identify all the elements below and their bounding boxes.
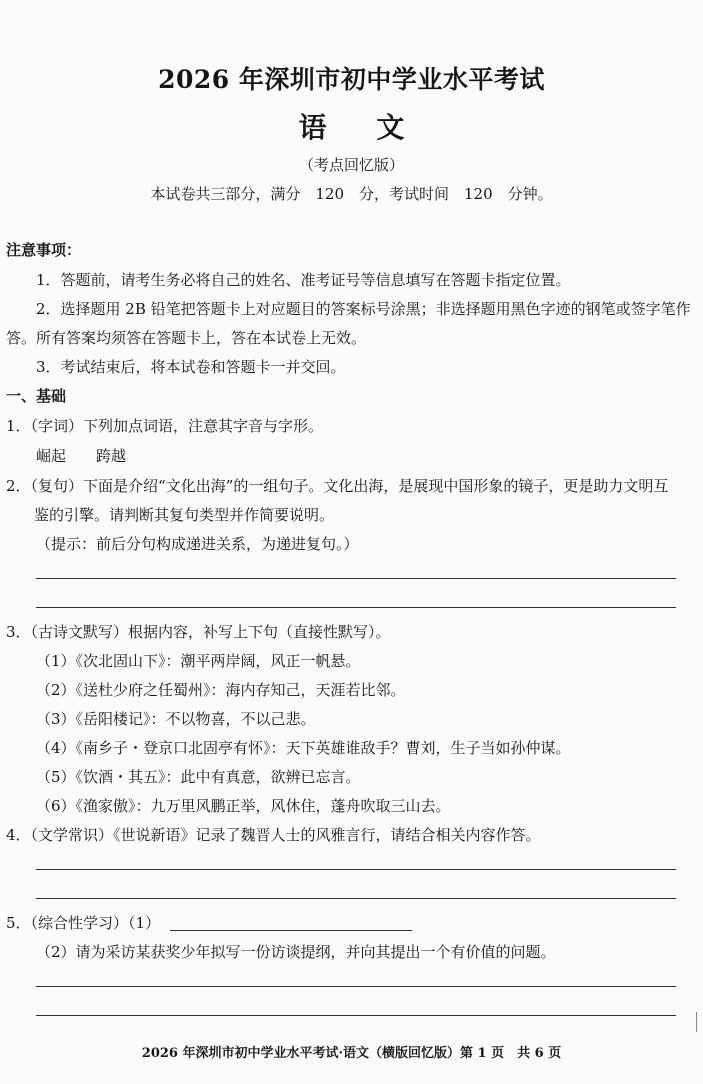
question-2-hint: （提示：前后分句构成递进关系，为递进复句。） xyxy=(36,535,359,553)
question-3-item: （6）《渔家傲》：九万里风鹏正举，风休住，蓬舟吹取三山去。 xyxy=(36,797,451,815)
question-5-stem: 5．（综合性学习）（1） xyxy=(6,914,161,932)
notice-item-2-line-1: 2．选择题用 2B 铅笔把答题卡上对应题目的答案标号涂黑；非选择题用黑色字迹的钢笔或签字笔作 xyxy=(36,300,691,318)
notice-item-1: 1．答题前，请考生务必将自己的姓名、准考证号等信息填写在答题卡指定位置。 xyxy=(36,271,571,289)
notice-heading: 注意事项： xyxy=(6,241,82,259)
page-footer: 2026 年深圳市初中学业水平考试·语文（横版回忆版）第 1 页 共 6 页 xyxy=(141,1046,562,1061)
notice-item-2-line-2: 答。所有答案均须答在答题卡上，答在本试卷上无效。 xyxy=(6,329,367,347)
answer-line xyxy=(36,986,676,987)
answer-line xyxy=(36,869,676,870)
question-2-line-1: 2．（复句）下面是介绍“文化出海”的一组句子。文化出海，是展现中国形象的镜子，更是助力文明互 xyxy=(6,477,669,495)
question-3-item: （5）《饮酒・其五》：此中有真意，欲辨已忘言。 xyxy=(36,768,361,786)
question-1-words: 崛起 跨越 xyxy=(36,447,127,465)
page-edge-mark xyxy=(696,1012,697,1032)
fill-blank-line xyxy=(170,930,412,931)
question-2-line-2: 鉴的引擎。请判断其复句类型并作简要说明。 xyxy=(34,506,335,524)
question-3-item: （4）《南乡子・登京口北固亭有怀》：天下英雄谁敌手？曹刘，生子当如孙仲谋。 xyxy=(36,739,571,757)
answer-line xyxy=(36,1015,676,1016)
answer-line xyxy=(36,898,676,899)
question-1-stem: 1．（字词）下列加点词语，注意其字音与字形。 xyxy=(6,417,324,435)
question-4-stem: 4．（文学常识）《世说新语》记录了魏晋人士的风雅言行，请结合相关内容作答。 xyxy=(6,826,541,844)
question-3-item: （1）《次北固山下》：潮平两岸阔，风正一帆悬。 xyxy=(36,652,361,670)
question-5-sub-2: （2）请为采访某获奖少年拟写一份访谈提纲，并向其提出一个有价值的问题。 xyxy=(36,943,556,961)
notice-item-3: 3．考试结束后，将本试卷和答题卡一并交回。 xyxy=(36,358,346,376)
question-3-item: （2）《送杜少府之任蜀州》：海内存知己，天涯若比邻。 xyxy=(36,681,406,699)
question-3-stem: 3．（古诗文默写）根据内容，补写上下句（直接性默写）。 xyxy=(6,623,391,641)
answer-line xyxy=(36,607,676,608)
exam-title: 2026 年深圳市初中学业水平考试 xyxy=(158,65,545,94)
subject-title: 语 文 xyxy=(298,111,425,144)
question-3-item: （3）《岳阳楼记》：不以物喜，不以己悲。 xyxy=(36,710,316,728)
edition-label: （考点回忆版） xyxy=(298,156,404,174)
exam-info: 本试卷共三部分，满分 120 分，考试时间 120 分钟。 xyxy=(150,185,553,203)
answer-line xyxy=(36,578,676,579)
section-heading: 一、基础 xyxy=(6,387,67,405)
